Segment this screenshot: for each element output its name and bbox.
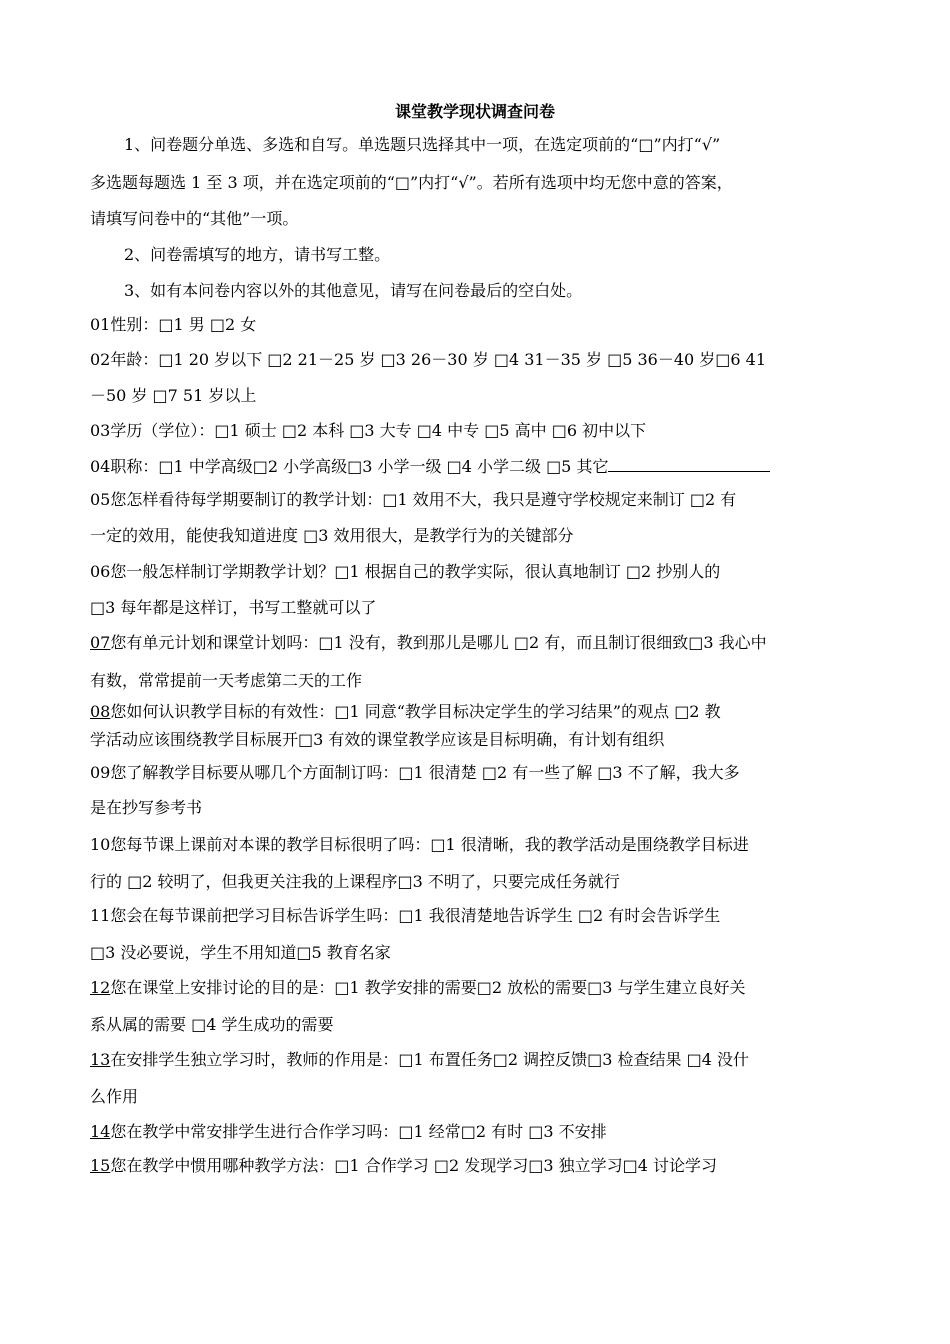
question-number: 07 xyxy=(90,633,111,652)
question-14 xyxy=(90,1121,607,1143)
question-number: 10 xyxy=(90,835,111,854)
question-06-line-2: □3 每年都是这样订，书写工整就可以了 xyxy=(90,598,377,617)
question-text: 在安排学生独立学习时，教师的作用是：□1 布置任务□2 调控反馈□3 检查结果 □4 没什 xyxy=(110,1050,749,1069)
question-01 xyxy=(90,314,256,336)
question-number: 06 xyxy=(90,562,111,581)
question-11-line-2: □3 没必要说，学生不用知道□5 教育名家 xyxy=(90,943,391,962)
instruction-2: 2、问卷需填写的地方，请书写工整。 xyxy=(124,245,391,264)
question-text: 性别：□1 男 □2 女 xyxy=(110,315,257,334)
question-text: 您怎样看待每学期要制订的教学计划：□1 效用不大，我只是遵守学校规定来制订 □2 有 xyxy=(110,490,737,509)
question-02-line-2: －50 岁 □7 51 岁以上 xyxy=(90,386,257,405)
question-number: 01 xyxy=(90,315,111,334)
instruction-3: 3、如有本问卷内容以外的其他意见，请写在问卷最后的空白处。 xyxy=(124,281,583,300)
question-number: 08 xyxy=(90,702,111,721)
question-08-line-2: 学活动应该围绕教学目标展开□3 有效的课堂教学应该是目标明确，有计划有组织 xyxy=(90,730,665,749)
question-number: 02 xyxy=(90,350,111,369)
question-text: 年龄：□1 20 岁以下 □2 21－25 岁 □3 26－30 岁 □4 31－35 岁 □5 36－40 岁□6 41 xyxy=(110,350,767,369)
question-number: 14 xyxy=(90,1122,111,1141)
question-text: 您了解教学目标要从哪几个方面制订吗：□1 很清楚 □2 有一些了解 □3 不了解，我大多 xyxy=(110,763,740,782)
question-02 xyxy=(90,349,766,371)
question-10 xyxy=(90,834,749,856)
question-number: 03 xyxy=(90,421,111,440)
fill-in-blank[interactable] xyxy=(608,455,770,472)
question-11 xyxy=(90,905,720,927)
question-number: 09 xyxy=(90,763,111,782)
instruction-1-line-3: 请填写问卷中的“其他”一项。 xyxy=(90,209,299,228)
question-10-line-2: 行的 □2 较明了，但我更关注我的上课程序□3 不明了，只要完成任务就行 xyxy=(90,872,620,891)
document-title: 课堂教学现状调查问卷 xyxy=(394,102,555,121)
question-13-line-2: 么作用 xyxy=(90,1087,139,1106)
question-12-line-2: 系从属的需要 □4 学生成功的需要 xyxy=(90,1015,334,1034)
question-05 xyxy=(90,489,736,511)
instruction-1-line-2: 多选题每题选 1 至 3 项，并在选定项前的“□”内打“√”。若所有选项中均无您中意的答案， xyxy=(90,173,733,192)
question-number: 05 xyxy=(90,490,111,509)
question-text: 您一般怎样制订学期教学计划？□1 根据自己的教学实际，很认真地制订 □2 抄别人的 xyxy=(110,562,721,581)
question-text: 您有单元计划和课堂计划吗：□1 没有，教到那儿是哪儿 □2 有，而且制订很细致□3 我心中 xyxy=(110,633,767,652)
question-15 xyxy=(90,1155,717,1177)
question-06 xyxy=(90,561,720,583)
question-text: 您在教学中惯用哪种教学方法：□1 合作学习 □2 发现学习□3 独立学习□4 讨论学习 xyxy=(110,1156,717,1175)
question-12 xyxy=(90,977,746,999)
question-number: 15 xyxy=(90,1156,111,1175)
question-text: 学历（学位）：□1 硕士 □2 本科 □3 大专 □4 中专 □5 高中 □6 初中以下 xyxy=(110,421,647,440)
question-09-line-2: 是在抄写参考书 xyxy=(90,798,203,817)
instruction-1-line-1: 1、问卷题分单选、多选和自写。单选题只选择其中一项，在选定项前的“□”内打“√” xyxy=(124,135,721,154)
question-13 xyxy=(90,1049,749,1071)
question-text: 您会在每节课前把学习目标告诉学生吗：□1 我很清楚地告诉学生 □2 有时会告诉学生 xyxy=(110,906,721,925)
question-text: 您在教学中常安排学生进行合作学习吗：□1 经常□2 有时 □3 不安排 xyxy=(110,1122,607,1141)
question-number: 04 xyxy=(90,457,111,476)
question-number: 13 xyxy=(90,1050,111,1069)
question-number: 12 xyxy=(90,978,111,997)
question-05-line-2: 一定的效用，能使我知道进度 □3 效用很大，是教学行为的关键部分 xyxy=(90,526,574,545)
question-08 xyxy=(90,701,721,723)
question-07-line-2: 有数，常常提前一天考虑第二天的工作 xyxy=(90,671,363,690)
question-text: 您每节课上课前对本课的教学目标很明了吗：□1 很清晰，我的教学活动是围绕教学目标进 xyxy=(110,835,749,854)
question-text: 您在课堂上安排讨论的目的是：□1 教学安排的需要□2 放松的需要□3 与学生建立良好关 xyxy=(110,978,746,997)
question-07 xyxy=(90,632,767,654)
question-04 xyxy=(90,455,770,478)
question-text: 职称：□1 中学高级□2 小学高级□3 小学一级 □4 小学二级 □5 其它 xyxy=(110,457,609,476)
question-03 xyxy=(90,420,646,442)
question-09 xyxy=(90,762,740,784)
question-number: 11 xyxy=(90,906,111,925)
question-text: 您如何认识教学目标的有效性：□1 同意“教学目标决定学生的学习结果”的观点 □2 教 xyxy=(110,702,721,721)
